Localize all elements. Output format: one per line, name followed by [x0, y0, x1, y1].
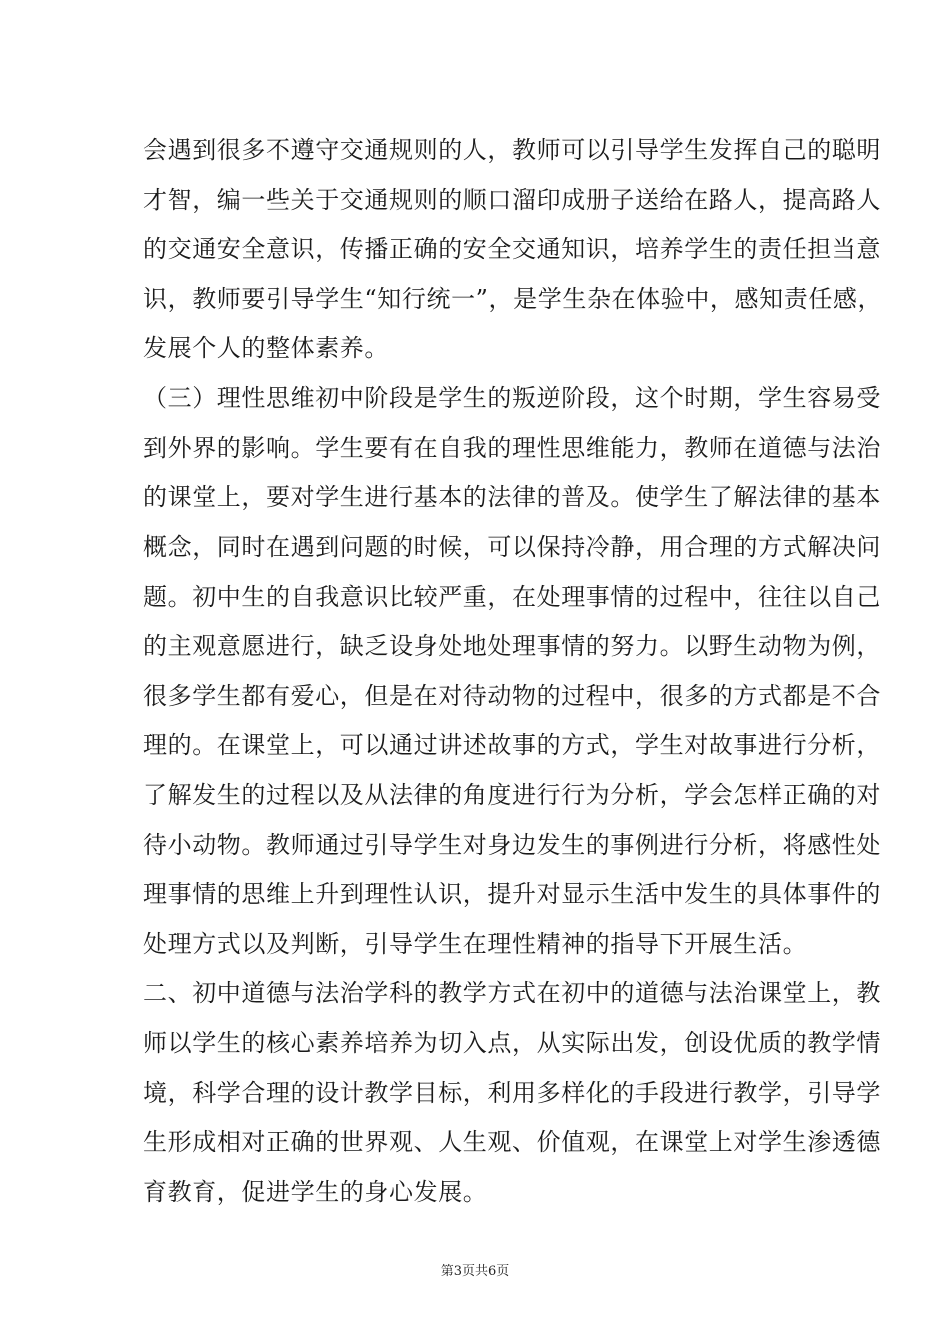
- body-line: 的交通安全意识，传播正确的安全交通知识，培养学生的责任担当意: [143, 235, 881, 263]
- body-line: 待小动物。教师通过引导学生对身边发生的事例进行分析，将感性处: [143, 831, 881, 859]
- body-line: 才智，编一些关于交通规则的顺口溜印成册子送给在路人，提高路人: [143, 186, 881, 214]
- section-heading-line: 二、初中道德与法治学科的教学方式在初中的道德与法治课堂上，教: [143, 979, 881, 1007]
- body-line: 到外界的影响。学生要有在自我的理性思维能力，教师在道德与法治: [143, 434, 881, 462]
- section-heading-line: （三）理性思维初中阶段是学生的叛逆阶段，这个时期，学生容易受: [143, 384, 881, 412]
- body-line: 的主观意愿进行，缺乏设身处地处理事情的努力。以野生动物为例，: [143, 632, 881, 660]
- body-line: 处理方式以及判断，引导学生在理性精神的指导下开展生活。: [143, 930, 808, 958]
- body-line: 识，教师要引导学生“知行统一”，是学生杂在体验中，感知责任感，: [143, 285, 883, 313]
- body-line: 概念，同时在遇到问题的时候，可以保持冷静，用合理的方式解决问: [143, 533, 881, 561]
- body-line: 很多学生都有爱心，但是在对待动物的过程中，很多的方式都是不合: [143, 682, 881, 710]
- page-number-footer: 第3页共6页: [440, 1264, 510, 1279]
- body-line: 师以学生的核心素养培养为切入点，从实际出发，创设优质的教学情: [143, 1029, 881, 1057]
- body-line: 的课堂上，要对学生进行基本的法律的普及。使学生了解法律的基本: [143, 483, 881, 511]
- body-line: 育教育，促进学生的身心发展。: [143, 1178, 488, 1206]
- body-line: 会遇到很多不遵守交通规则的人，教师可以引导学生发挥自己的聪明: [143, 136, 881, 164]
- body-line: 发展个人的整体素养。: [143, 334, 389, 362]
- body-line: 了解发生的过程以及从法律的角度进行行为分析，学会怎样正确的对: [143, 781, 881, 809]
- body-line: 理的。在课堂上，可以通过讲述故事的方式，学生对故事进行分析，: [143, 731, 881, 759]
- body-line: 理事情的思维上升到理性认识，提升对显示生活中发生的具体事件的: [143, 880, 881, 908]
- body-line: 生形成相对正确的世界观、人生观、价值观，在课堂上对学生渗透德: [143, 1128, 881, 1156]
- body-line: 题。初中生的自我意识比较严重，在处理事情的过程中，往往以自己: [143, 583, 881, 611]
- body-line: 境，科学合理的设计教学目标，利用多样化的手段进行教学，引导学: [143, 1079, 881, 1107]
